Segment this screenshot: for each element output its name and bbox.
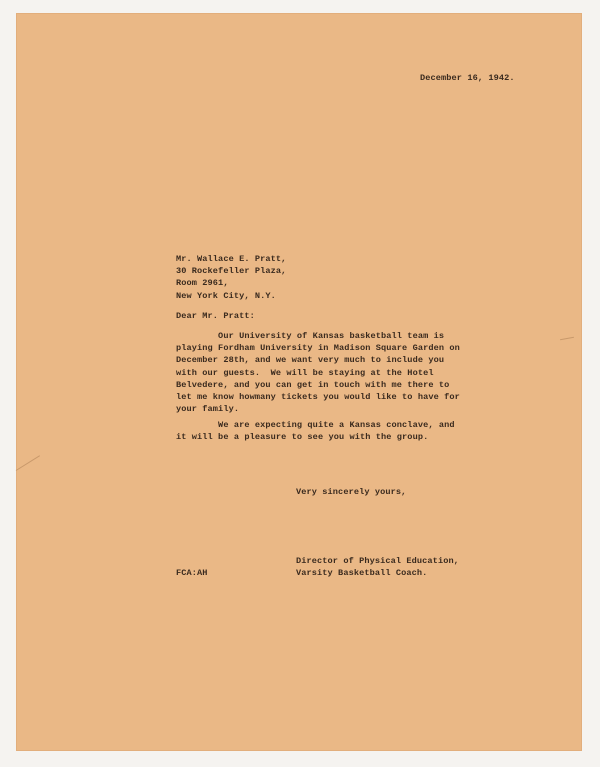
- salutation: Dear Mr. Pratt:: [176, 311, 255, 321]
- body-line: Belvedere, and you can get in touch with me there to: [176, 379, 450, 390]
- recipient-address: [176, 253, 286, 302]
- body-line: We are expecting quite a Kansas conclave, and: [176, 420, 455, 430]
- body-paragraph-2: [176, 419, 455, 443]
- signer-title-line: Director of Physical Education,: [296, 556, 459, 566]
- address-line: 30 Rockefeller Plaza,: [176, 266, 287, 277]
- body-line: Our University of Kansas basketball team is: [176, 331, 445, 341]
- address-line: Room 2961,: [176, 278, 229, 289]
- signer-title: [296, 555, 459, 579]
- address-line: New York City, N.Y.: [176, 290, 276, 301]
- body-paragraph-1: [176, 330, 460, 415]
- complimentary-close: Very sincerely yours,: [296, 487, 407, 497]
- body-line: your family.: [176, 404, 240, 415]
- signer-title-line: Varsity Basketball Coach.: [296, 568, 428, 579]
- body-line: playing Fordham University in Madison Square Garden on: [176, 343, 460, 354]
- body-line: with our guests. We will be staying at the Hotel: [176, 367, 434, 378]
- body-line: it will be a pleasure to see you with the group.: [176, 432, 429, 443]
- body-line: let me know howmany tickets you would like to have for: [176, 392, 460, 403]
- reference-initials: FCA:AH: [176, 568, 208, 578]
- address-line: Mr. Wallace E. Pratt,: [176, 254, 287, 264]
- body-line: December 28th, and we want very much to include you: [176, 355, 445, 366]
- letter-date: December 16, 1942.: [420, 73, 515, 83]
